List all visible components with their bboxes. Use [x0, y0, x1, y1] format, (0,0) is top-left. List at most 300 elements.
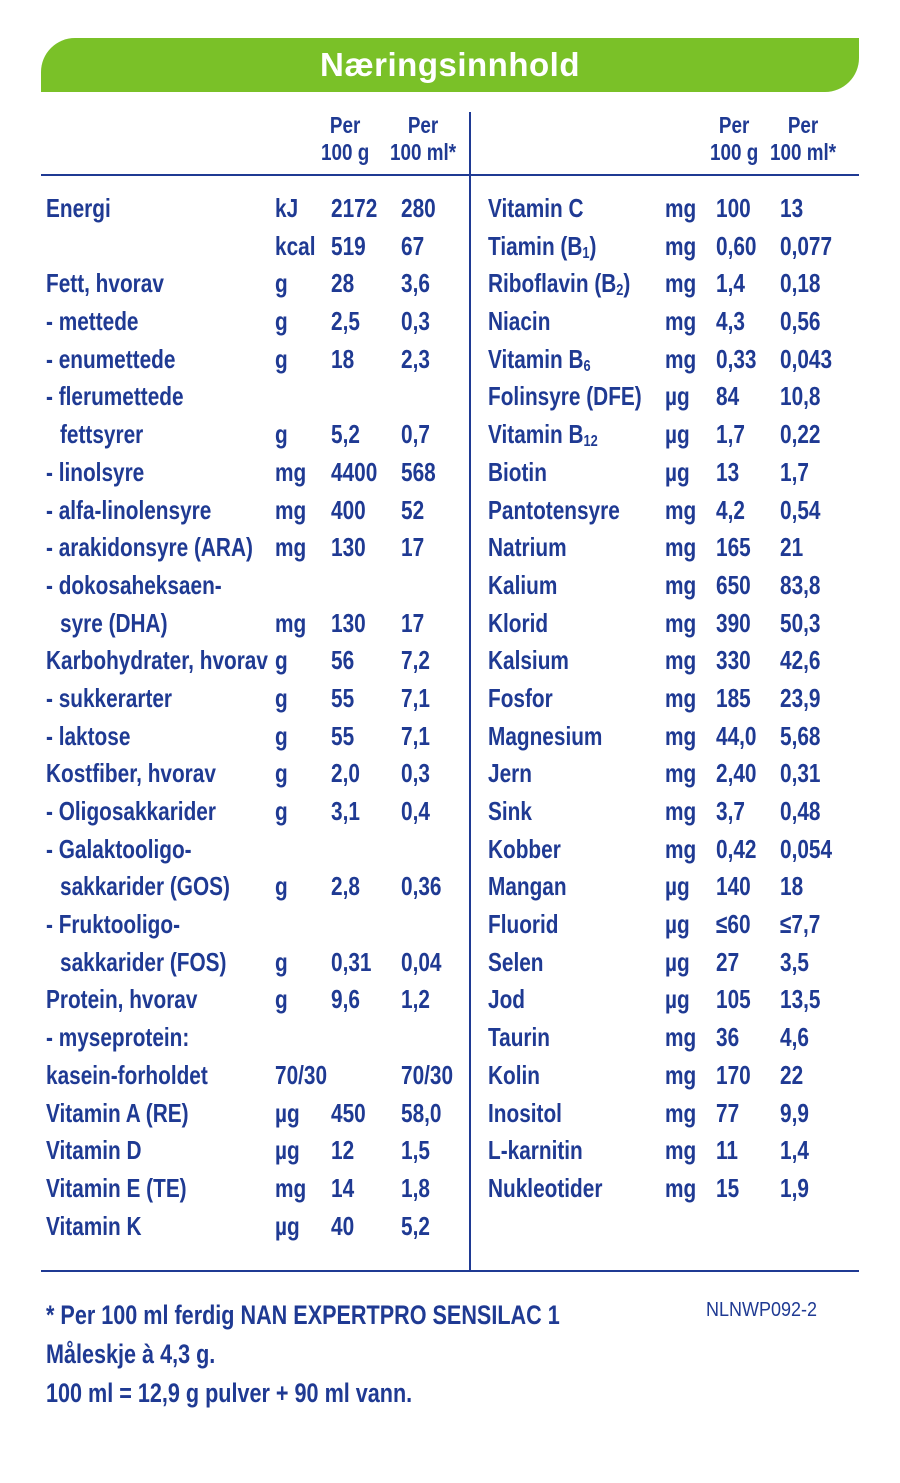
- right-table: [488, 190, 858, 1208]
- table-row: [488, 981, 858, 1019]
- table-row: [46, 1170, 466, 1208]
- footer-line-2: Måleskje à 4,3 g.: [46, 1339, 216, 1369]
- nutrient-name-text: Vitamin B: [488, 419, 584, 450]
- unit: g: [275, 268, 288, 299]
- value-per-100g: 4,3: [716, 306, 745, 337]
- nutrient-name: [488, 831, 561, 869]
- table-row: [46, 529, 466, 567]
- value-per-100g: 165: [716, 532, 751, 563]
- value-per-100ml: 7,1: [401, 720, 430, 751]
- value-per-100g: 450: [331, 1097, 366, 1128]
- unit: mg: [665, 645, 697, 676]
- table-row: [488, 378, 858, 416]
- table-row: [488, 1019, 858, 1057]
- value-per-100ml: 1,9: [780, 1172, 809, 1203]
- nutrient-name: Protein, hvorav: [46, 984, 198, 1015]
- value-per-100g: 18: [331, 343, 355, 374]
- unit: g: [275, 645, 288, 676]
- value-per-100ml: 3,5: [780, 946, 809, 977]
- value-per-100g: 56: [331, 645, 355, 676]
- unit: µg: [665, 946, 690, 977]
- value-per-100g: 5,2: [331, 419, 360, 450]
- unit: µg: [275, 1210, 300, 1241]
- value-per-100g: 13: [716, 456, 740, 487]
- value-per-100ml: 0,077: [780, 230, 833, 261]
- unit: mg: [665, 230, 697, 261]
- nutrient-name: [488, 341, 591, 379]
- value-per-100g: 2,8: [331, 871, 360, 902]
- table-row: [46, 190, 466, 228]
- value-per-100ml: 0,22: [780, 419, 821, 450]
- table-row: [488, 793, 858, 831]
- value-per-100ml: 0,36: [401, 871, 442, 902]
- nutrient-name-text: Biotin: [488, 456, 547, 487]
- unit: mg: [665, 1097, 697, 1128]
- table-row: [46, 341, 466, 379]
- value-per-100ml: 0,054: [780, 833, 833, 864]
- table-row: [488, 642, 858, 680]
- nutrient-name: [488, 605, 548, 643]
- value-per-100ml: 3,6: [401, 268, 430, 299]
- unit: g: [275, 984, 288, 1015]
- value-per-100ml: 70/30: [401, 1059, 454, 1090]
- unit: µg: [665, 871, 690, 902]
- nutrient-name: Energi: [46, 193, 111, 223]
- value-per-100ml: 9,9: [780, 1097, 809, 1128]
- value-per-100g: 2,0: [331, 758, 360, 789]
- table-row: [46, 303, 466, 341]
- nutrient-name: sakkarider (FOS): [60, 946, 227, 977]
- unit: mg: [665, 1135, 697, 1166]
- nutrient-name: [488, 642, 569, 680]
- table-row: [46, 906, 466, 944]
- nutrient-name: [488, 228, 596, 266]
- unit: mg: [665, 682, 697, 713]
- unit: mg: [275, 456, 307, 487]
- nutrient-name-text: Sink: [488, 796, 532, 826]
- table-row: [46, 416, 466, 454]
- value-per-100g: 55: [331, 720, 355, 751]
- table-row: [488, 265, 858, 303]
- table-row: [46, 378, 466, 416]
- value-per-100ml: 17: [401, 607, 425, 638]
- value-per-100ml: 0,4: [401, 796, 430, 826]
- unit: 70/30: [275, 1059, 328, 1090]
- nutrient-name-text: Folinsyre (DFE): [488, 381, 642, 412]
- value-per-100g: 11: [716, 1135, 738, 1166]
- value-per-100ml: 2,3: [401, 343, 430, 374]
- footer-notes: [46, 1296, 560, 1413]
- nutrient-name-text: Kobber: [488, 833, 561, 864]
- table-row: [46, 454, 466, 492]
- nutrient-name-text: Kolin: [488, 1059, 540, 1090]
- nutrient-name: Vitamin D: [46, 1135, 142, 1166]
- value-per-100g: 130: [331, 607, 366, 638]
- value-per-100ml: 1,5: [401, 1135, 430, 1166]
- value-per-100ml: 1,4: [780, 1135, 809, 1166]
- value-per-100g: 330: [716, 645, 751, 676]
- header-divider: [41, 174, 859, 176]
- table-row: [46, 944, 466, 982]
- value-per-100ml: 0,043: [780, 343, 833, 374]
- unit: g: [275, 758, 288, 789]
- nutrient-name-text: Vitamin C: [488, 193, 584, 223]
- table-row: [46, 492, 466, 530]
- nutrient-name: - mettede: [46, 306, 139, 337]
- unit: g: [275, 419, 288, 450]
- value-per-100g: 36: [716, 1022, 740, 1053]
- header-text: Per 100 g: [710, 112, 759, 165]
- table-row: [488, 190, 858, 228]
- nutrient-name-suffix: ): [589, 230, 597, 261]
- page-title: Næringsinnhold: [320, 46, 580, 83]
- nutrient-name-text: Natrium: [488, 532, 567, 563]
- value-per-100g: 77: [716, 1097, 740, 1128]
- subscript: 12: [583, 433, 598, 451]
- nutrient-name-text: Fluorid: [488, 909, 559, 940]
- nutrient-name: - laktose: [46, 720, 131, 751]
- column-divider: [469, 112, 471, 1270]
- value-per-100ml: 568: [401, 456, 436, 487]
- nutrient-name: [488, 793, 532, 831]
- value-per-100ml: 1,7: [780, 456, 809, 487]
- nutrient-name: sakkarider (GOS): [60, 871, 230, 902]
- table-row: [46, 642, 466, 680]
- nutrient-name: [488, 1095, 562, 1133]
- nutrient-name-text: Mangan: [488, 871, 567, 902]
- value-per-100g: 40: [331, 1210, 355, 1241]
- value-per-100g: 0,33: [716, 343, 757, 374]
- nutrient-name: [488, 378, 642, 416]
- value-per-100g: 1,4: [716, 268, 745, 299]
- unit: µg: [665, 984, 690, 1015]
- table-row: [488, 906, 858, 944]
- value-per-100g: 9,6: [331, 984, 360, 1015]
- value-per-100g: 0,60: [716, 230, 757, 261]
- value-per-100g: 400: [331, 494, 366, 525]
- value-per-100g: 0,31: [331, 946, 372, 977]
- unit: mg: [665, 494, 697, 525]
- value-per-100ml: 0,18: [780, 268, 821, 299]
- unit: g: [275, 306, 288, 337]
- nutrient-name: - alfa-linolensyre: [46, 494, 212, 525]
- table-row: [46, 228, 466, 266]
- table-row: [488, 755, 858, 793]
- subscript: 6: [583, 357, 591, 375]
- table-row: [488, 831, 858, 869]
- unit: µg: [665, 456, 690, 487]
- value-per-100g: 2,5: [331, 306, 360, 337]
- table-row: [46, 793, 466, 831]
- nutrient-name-text: Kalium: [488, 569, 558, 600]
- unit: g: [275, 796, 288, 826]
- footer-line-3: 100 ml = 12,9 g pulver + 90 ml vann.: [46, 1378, 413, 1408]
- nutrient-name: [488, 718, 602, 756]
- table-row: [46, 981, 466, 1019]
- left-table: [46, 190, 466, 1245]
- subscript: 2: [616, 282, 624, 300]
- unit: kcal: [275, 230, 316, 261]
- table-row: [488, 341, 858, 379]
- nutrient-name-text: Vitamin B: [488, 343, 584, 374]
- value-per-100g: 3,7: [716, 796, 745, 826]
- value-per-100ml: 0,54: [780, 494, 821, 525]
- nutrient-name-text: Pantotensyre: [488, 494, 620, 525]
- table-row: [488, 303, 858, 341]
- value-per-100ml: 0,31: [780, 758, 821, 789]
- table-row: [488, 1057, 858, 1095]
- table-row: [488, 1170, 858, 1208]
- nutrient-name: [488, 1132, 583, 1170]
- value-per-100ml: 5,2: [401, 1210, 430, 1241]
- value-per-100g: 27: [716, 946, 740, 977]
- value-per-100ml: 23,9: [780, 682, 821, 713]
- unit: mg: [665, 193, 697, 223]
- table-row: [488, 605, 858, 643]
- value-per-100g: 100: [716, 193, 751, 223]
- nutrient-name: Kostfiber, hvorav: [46, 758, 216, 789]
- value-per-100ml: 52: [401, 494, 425, 525]
- unit: g: [275, 720, 288, 751]
- unit: mg: [665, 569, 697, 600]
- value-per-100ml: 0,04: [401, 946, 442, 977]
- nutrient-name: [488, 567, 557, 605]
- nutrient-name: - enumettede: [46, 343, 176, 374]
- nutrient-name: [488, 265, 630, 303]
- nutrient-name-suffix: ): [623, 268, 631, 299]
- table-row: [46, 755, 466, 793]
- value-per-100g: 55: [331, 682, 355, 713]
- nutrient-name: Karbohydrater, hvorav: [46, 645, 268, 676]
- table-row: [488, 1132, 858, 1170]
- value-per-100ml: 4,6: [780, 1022, 809, 1053]
- table-row: [46, 1095, 466, 1133]
- value-per-100g: 519: [331, 230, 366, 261]
- table-row: [46, 718, 466, 756]
- nutrient-name: fettsyrer: [60, 419, 144, 450]
- footer-line-1: * Per 100 ml ferdig NAN EXPERTPRO SENSILAC 1: [46, 1300, 560, 1330]
- value-per-100g: 390: [716, 607, 751, 638]
- table-row: [488, 718, 858, 756]
- value-per-100g: 170: [716, 1059, 751, 1090]
- table-row: [46, 680, 466, 718]
- nutrient-name-text: Klorid: [488, 607, 549, 638]
- value-per-100ml: 0,3: [401, 758, 430, 789]
- unit: g: [275, 946, 288, 977]
- value-per-100g: 14: [331, 1172, 355, 1203]
- nutrient-name: [488, 190, 584, 228]
- value-per-100ml: 10,8: [780, 381, 821, 412]
- table-row: [46, 1132, 466, 1170]
- value-per-100ml: 42,6: [780, 645, 821, 676]
- value-per-100g: 2,40: [716, 758, 757, 789]
- unit: mg: [665, 607, 697, 638]
- nutrient-name: Vitamin A (RE): [46, 1097, 189, 1128]
- nutrient-name: [488, 1019, 550, 1057]
- nutrient-name-text: Inositol: [488, 1097, 562, 1128]
- nutrient-name: [488, 868, 567, 906]
- nutrient-name: [488, 416, 598, 454]
- unit: kJ: [275, 193, 299, 223]
- nutrient-name: [488, 454, 547, 492]
- unit: g: [275, 682, 288, 713]
- nutrient-name: [488, 1057, 540, 1095]
- value-per-100ml: 22: [780, 1059, 804, 1090]
- table-row: [488, 492, 858, 530]
- value-per-100g: 2172: [331, 193, 378, 223]
- unit: mg: [665, 268, 697, 299]
- unit: mg: [665, 833, 697, 864]
- unit: mg: [665, 532, 697, 563]
- table-row: [46, 605, 466, 643]
- nutrient-name: Vitamin K: [46, 1210, 142, 1241]
- value-per-100g: 4,2: [716, 494, 745, 525]
- table-row: [46, 1057, 466, 1095]
- value-per-100ml: 21: [780, 532, 804, 563]
- nutrient-name-text: L-karnitin: [488, 1135, 583, 1166]
- unit: mg: [665, 758, 697, 789]
- table-bottom-divider: [41, 1270, 859, 1272]
- unit: mg: [665, 1022, 697, 1053]
- header-left-per-100ml: [390, 112, 456, 166]
- unit: mg: [275, 1172, 307, 1203]
- unit: mg: [275, 607, 307, 638]
- nutrient-name: - Oligosakkarider: [46, 796, 216, 826]
- header-left-per-100g: [321, 112, 369, 166]
- header-text: Per 100 ml*: [770, 112, 837, 165]
- unit: µg: [665, 381, 690, 412]
- unit: g: [275, 871, 288, 902]
- nutrient-name: [488, 755, 532, 793]
- nutrient-name-text: Nukleotider: [488, 1172, 603, 1203]
- nutrient-name: [488, 680, 553, 718]
- value-per-100g: 650: [716, 569, 751, 600]
- value-per-100ml: 13: [780, 193, 804, 223]
- value-per-100g: 130: [331, 532, 366, 563]
- nutrient-name-text: Selen: [488, 946, 544, 977]
- value-per-100ml: 5,68: [780, 720, 821, 751]
- value-per-100g: 28: [331, 268, 355, 299]
- value-per-100g: 140: [716, 871, 751, 902]
- table-row: [488, 416, 858, 454]
- unit: mg: [665, 1059, 697, 1090]
- value-per-100g: 15: [716, 1172, 740, 1203]
- nutrient-name-text: Jod: [488, 984, 525, 1015]
- value-per-100ml: 1,8: [401, 1172, 430, 1203]
- nutrient-name-text: Riboflavin (B: [488, 268, 617, 299]
- nutrient-name-text: Fosfor: [488, 682, 553, 713]
- nutrient-name: - Fruktooligo-: [46, 909, 181, 940]
- value-per-100ml: 280: [401, 193, 436, 223]
- title-banner: [41, 38, 859, 92]
- unit: µg: [275, 1135, 300, 1166]
- unit: µg: [665, 909, 690, 940]
- value-per-100g: 4400: [331, 456, 378, 487]
- table-row: [46, 868, 466, 906]
- header-right-per-100ml: [770, 112, 836, 166]
- table-row: [488, 868, 858, 906]
- value-per-100g: 44,0: [716, 720, 757, 751]
- table-row: [46, 265, 466, 303]
- unit: mg: [275, 532, 307, 563]
- table-row: [488, 680, 858, 718]
- nutrient-name: [488, 529, 567, 567]
- nutrient-name: - dokosaheksaen-: [46, 569, 222, 600]
- unit: mg: [665, 720, 697, 751]
- nutrient-name-text: Taurin: [488, 1022, 551, 1053]
- nutrient-name: - myseprotein:: [46, 1022, 190, 1053]
- nutrient-name-text: Tiamin (B: [488, 230, 583, 261]
- nutrient-name: - Galaktooligo-: [46, 833, 192, 864]
- nutrient-name: - arakidonsyre (ARA): [46, 532, 253, 563]
- value-per-100ml: 0,48: [780, 796, 821, 826]
- nutrient-name-text: Jern: [488, 758, 532, 789]
- value-per-100ml: 7,2: [401, 645, 430, 676]
- value-per-100ml: 50,3: [780, 607, 821, 638]
- value-per-100ml: 0,7: [401, 419, 430, 450]
- value-per-100g: 84: [716, 381, 740, 412]
- table-row: [488, 454, 858, 492]
- nutrient-name: Vitamin E (TE): [46, 1172, 187, 1203]
- unit: mg: [665, 1172, 697, 1203]
- value-per-100ml: 7,1: [401, 682, 430, 713]
- table-row: [46, 1019, 466, 1057]
- nutrient-name: - sukkerarter: [46, 682, 173, 713]
- nutrient-name: [488, 906, 558, 944]
- unit: mg: [665, 343, 697, 374]
- nutrient-name: [488, 1170, 602, 1208]
- nutrient-name: - flerumettede: [46, 381, 184, 412]
- value-per-100ml: 0,3: [401, 306, 430, 337]
- value-per-100g: 105: [716, 984, 751, 1015]
- unit: mg: [665, 306, 697, 337]
- unit: mg: [275, 494, 307, 525]
- nutrient-name: syre (DHA): [60, 607, 168, 638]
- table-row: [46, 1208, 466, 1246]
- nutrient-name: [488, 303, 550, 341]
- header-text: Per 100 ml*: [390, 112, 457, 165]
- value-per-100g: ≤60: [716, 909, 751, 940]
- table-row: [488, 1095, 858, 1133]
- value-per-100g: 12: [331, 1135, 355, 1166]
- nutrient-name-text: Niacin: [488, 306, 551, 337]
- unit: g: [275, 343, 288, 374]
- table-row: [488, 529, 858, 567]
- value-per-100ml: 13,5: [780, 984, 821, 1015]
- value-per-100ml: ≤7,7: [780, 909, 821, 940]
- value-per-100ml: 1,2: [401, 984, 430, 1015]
- value-per-100ml: 58,0: [401, 1097, 442, 1128]
- value-per-100ml: 83,8: [780, 569, 821, 600]
- subscript: 1: [582, 244, 590, 262]
- nutrient-name-text: Kalsium: [488, 645, 569, 676]
- value-per-100ml: 17: [401, 532, 425, 563]
- nutrient-name: [488, 944, 544, 982]
- table-row: [488, 944, 858, 982]
- header-text: Per 100 g: [321, 112, 370, 165]
- value-per-100g: 0,42: [716, 833, 757, 864]
- nutrient-name: kasein-forholdet: [46, 1059, 208, 1090]
- unit: µg: [665, 419, 690, 450]
- value-per-100ml: 67: [401, 230, 425, 261]
- value-per-100ml: 0,56: [780, 306, 821, 337]
- value-per-100g: 3,1: [331, 796, 360, 826]
- table-row: [488, 228, 858, 266]
- nutrient-name: Fett, hvorav: [46, 268, 164, 299]
- table-row: [46, 831, 466, 869]
- unit: mg: [665, 796, 697, 826]
- value-per-100g: 185: [716, 682, 751, 713]
